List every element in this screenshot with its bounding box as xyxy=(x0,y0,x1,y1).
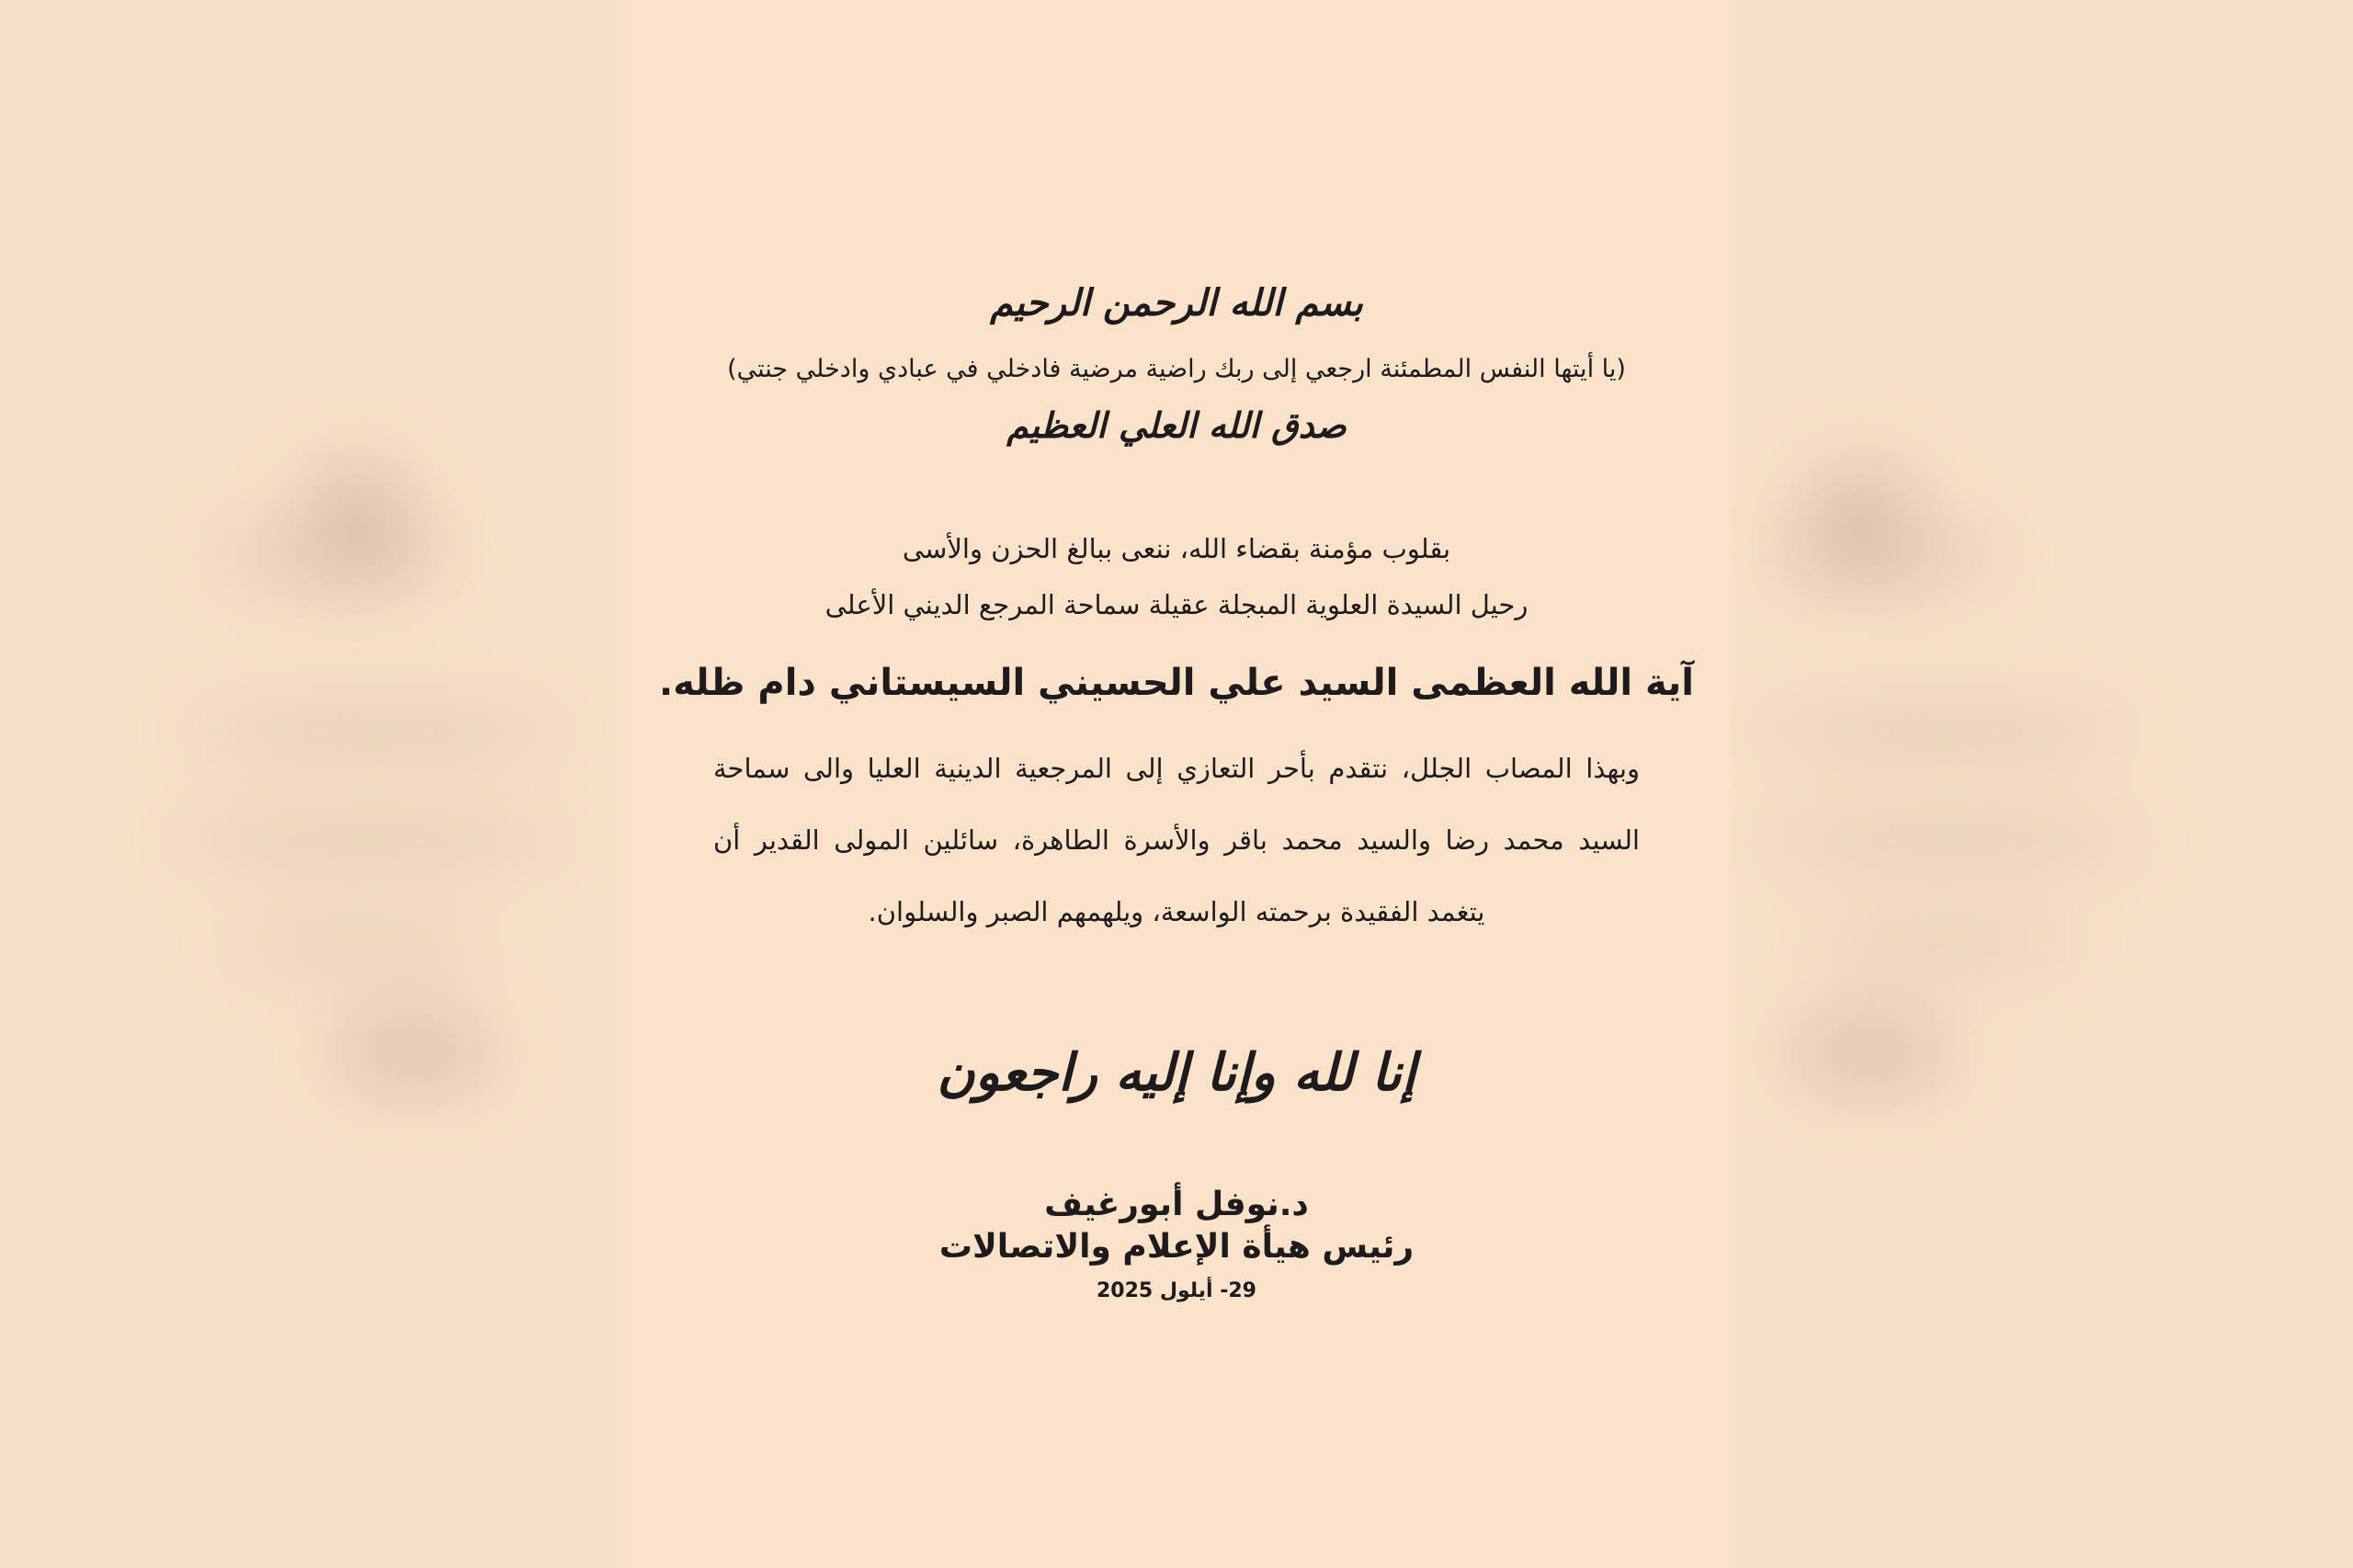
blurred-background-right xyxy=(1732,0,2353,1568)
document-date: 29- أيلول 2025 xyxy=(1097,1279,1256,1302)
basmala-heading: بسم الله الرحمن الرحيم xyxy=(990,281,1363,324)
announcement-name-line: آية الله العظمى السيد علي الحسيني السيستاني دام ظله. xyxy=(659,662,1694,704)
quran-verse: (يا أيتها النفس المطمئنة ارجعي إلى ربك راضية مرضية فادخلي في عبادي وادخلي جنتي) xyxy=(727,355,1626,383)
signature-title: رئيس هيأة الإعلام والاتصالات xyxy=(938,1228,1415,1266)
blurred-background-left xyxy=(0,0,621,1568)
condolence-paragraph: وبهذا المصاب الجلل، نتقدم بأحر التعازي إلى المرجعية الدينية العليا والى سماحة السيد محمد رضا والسيد محمد باقر والأسرة الطاهرة، سائلين المولى القدير أن يتغمد الفقيدة برحمته الواسعة، ويلهمهم الصبر والسلوان. xyxy=(713,753,1640,927)
announcement-line-1: بقلوب مؤمنة بقضاء الله، ننعى ببالغ الحزن والأسى xyxy=(902,533,1451,564)
inna-lillah-calligraphy: إنا لله وإنا إليه راجعون xyxy=(937,1042,1416,1103)
condolence-card xyxy=(621,0,1732,1568)
signature-name: د.نوفل أبورغيف xyxy=(1044,1186,1309,1223)
announcement-line-2: رحيل السيدة العلوية المبجلة عقيلة سماحة المرجع الديني الأعلى xyxy=(824,589,1529,620)
sadaqa-closing: صدق الله العلي العظيم xyxy=(1006,404,1347,446)
